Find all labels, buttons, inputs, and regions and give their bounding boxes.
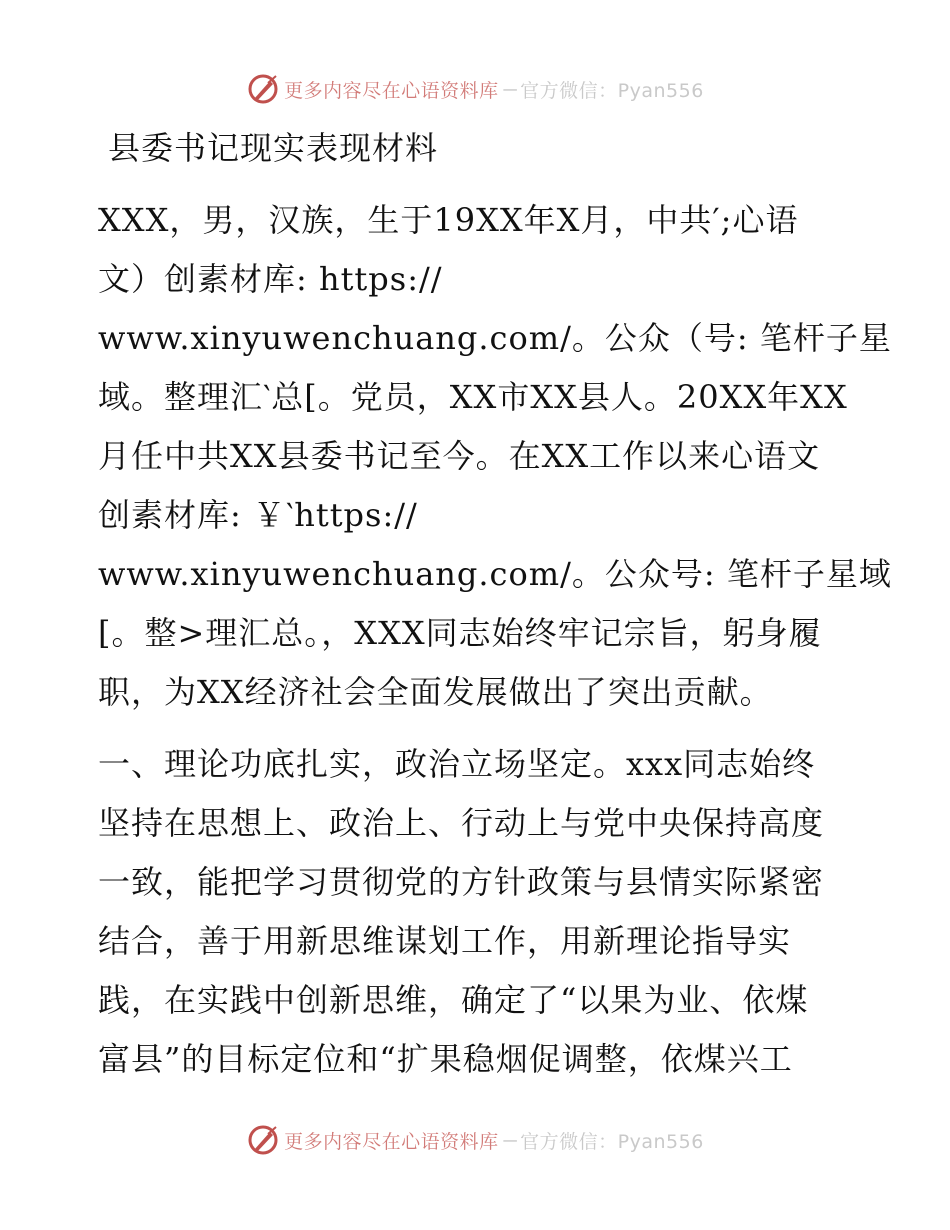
text-line: 域。整理汇‵总[。党员，XX市XX县人。20XX年XX	[98, 378, 848, 416]
text-line: 践，在实践中创新思维，确定了“以果为业、依煤	[98, 981, 809, 1019]
text-line: 文）创素材库: https://	[98, 260, 443, 298]
text-line: [。整>理汇总。，XXX同志始终牢记宗旨，躬身履	[98, 614, 822, 652]
text-line: XXX，男，汉族，生于19XX年X月，中共′;心语	[98, 201, 799, 239]
watermark-brand-text: 更多内容尽在心语资料库	[284, 1130, 499, 1153]
text-line: www.xinyuwenchuang.com/。公众号: 笔杆子星域	[98, 555, 892, 593]
document-title: 县委书记现实表现材料	[108, 129, 439, 167]
text-line: 结合，善于用新思维谋划工作，用新理论指导实	[98, 922, 792, 960]
text-line: 坚持在思想上、政治上、行动上与党中央保持高度	[98, 804, 825, 842]
quill-pen-in-circle-icon	[246, 72, 280, 106]
watermark-separator: —	[502, 80, 519, 98]
header-watermark	[0, 72, 950, 106]
paragraph-intro	[98, 191, 892, 722]
footer-watermark	[0, 1123, 950, 1157]
text-line: 月任中共XX县委书记至今。在XX工作以来心语文	[98, 437, 821, 475]
text-line: 富县”的目标定位和“扩果稳烟促调整，依煤兴工	[98, 1040, 793, 1078]
quill-pen-in-circle-icon	[246, 1123, 280, 1157]
text-line: 创素材库: ￥‵https://	[98, 496, 418, 534]
watermark-brand-text: 更多内容尽在心语资料库	[284, 79, 499, 102]
text-line: 一、理论功底扎实，政治立场坚定。xxx同志始终	[98, 745, 816, 783]
watermark-wechat-text: 官方微信：Pyan556	[520, 1130, 704, 1153]
text-line: 职，为XX经济社会全面发展做出了突出贡献。	[98, 673, 773, 711]
text-line: 一致，能把学习贯彻党的方针政策与县情实际紧密	[98, 863, 825, 901]
watermark-separator: —	[502, 1131, 519, 1149]
watermark-wechat-text: 官方微信：Pyan556	[520, 79, 704, 102]
text-line: www.xinyuwenchuang.com/。公众（号: 笔杆子星	[98, 319, 892, 357]
paragraph-section-one	[98, 735, 858, 1089]
